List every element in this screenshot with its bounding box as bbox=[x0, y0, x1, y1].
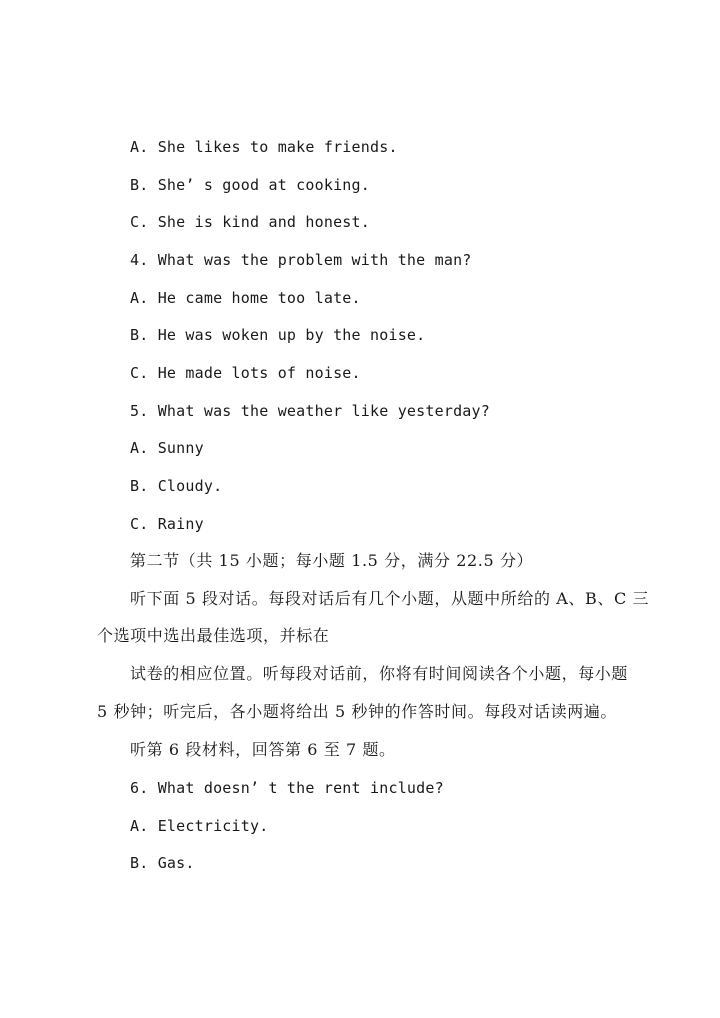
question-5: 5. What was the weather like yesterday? bbox=[130, 402, 490, 420]
option-b-gas: B. Gas. bbox=[130, 854, 195, 872]
option-a-late: A. He came home too late. bbox=[130, 289, 361, 307]
question-6: 6. What doesn’ t the rent include? bbox=[130, 779, 444, 797]
material-6-heading: 听第 6 段材料，回答第 6 至 7 题。 bbox=[130, 740, 396, 759]
option-b-cooking: B. She’ s good at cooking. bbox=[130, 176, 370, 194]
instructions-line-4: 5 秒钟；听完后，各小题将给出 5 秒钟的作答时间。每段对话读两遍。 bbox=[97, 702, 618, 721]
option-c-noise: C. He made lots of noise. bbox=[130, 364, 361, 382]
question-4: 4. What was the problem with the man? bbox=[130, 251, 472, 269]
section-heading: 第二节（共 15 小题；每小题 1.5 分，满分 22.5 分） bbox=[130, 551, 534, 570]
option-b-woken: B. He was woken up by the noise. bbox=[130, 326, 426, 344]
option-b-cloudy: B. Cloudy. bbox=[130, 477, 223, 495]
option-a-electricity: A. Electricity. bbox=[130, 817, 269, 835]
option-a-friends: A. She likes to make friends. bbox=[130, 138, 398, 156]
instructions-line-2: 个选项中选出最佳选项，并标在 bbox=[97, 626, 330, 645]
instructions-line-1: 听下面 5 段对话。每段对话后有几个小题，从题中所给的 A、B、C 三 bbox=[130, 589, 650, 608]
option-c-rainy: C. Rainy bbox=[130, 515, 204, 533]
option-c-kind: C. She is kind and honest. bbox=[130, 213, 370, 231]
option-a-sunny: A. Sunny bbox=[130, 439, 204, 457]
instructions-line-3: 试卷的相应位置。听每段对话前，你将有时间阅读各个小题，每小题 bbox=[130, 664, 629, 683]
